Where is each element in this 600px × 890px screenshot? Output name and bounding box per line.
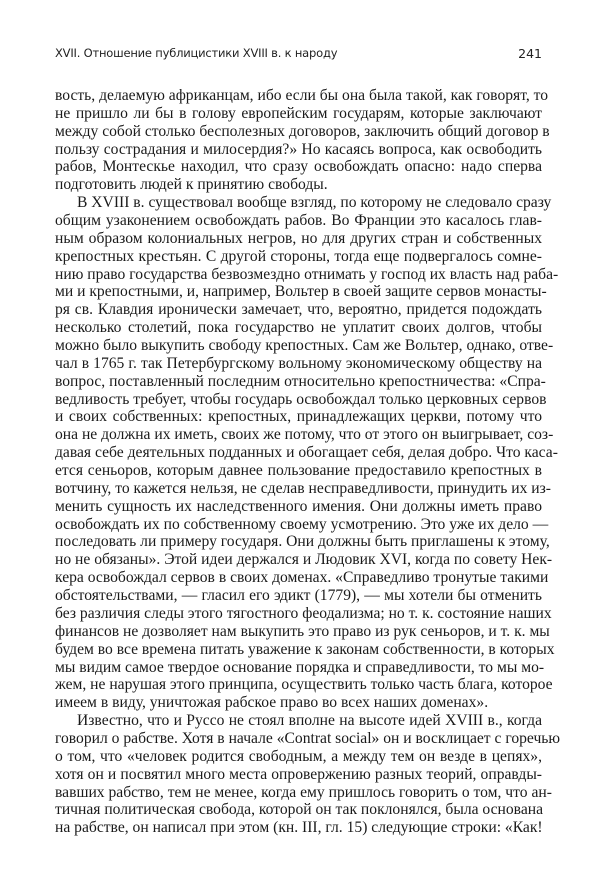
text-line: хотя он и посвятил много места опровержению разных теорий, оправды- (55, 765, 542, 783)
text-line: не пришло ли бы в голову европейским государям, которые заключают (55, 104, 542, 122)
text-line: пользу сострадания и милосердия?» Но касаясь вопроса, как освободить (55, 140, 542, 158)
text-line: общим узаконением освобождать рабов. Во Франции это касалось глав- (55, 212, 542, 230)
text-line: ным образом колониальных негров, но для других стран и собственных (55, 229, 542, 247)
text-line: финансов не дозволяет нам выкупить это право из рук сеньоров, и т. к. мы (55, 622, 550, 640)
text-line: но не обязаны». Этой идеи держался и Людовик XVI, когда по совету Нек- (55, 551, 553, 569)
text-line: чал в 1765 г. так Петербургскому вольному экономическому обществу на (55, 354, 542, 372)
text-line: тичная политическая свобода, которой он так поклонялся, была основана (55, 801, 544, 819)
text-line: она не должна их иметь, своих же потому, что от этого он выигрывает, соз- (55, 426, 554, 444)
text-line: рабов, Монтескье находил, что сразу освобождать опасно: надо сперва (55, 158, 542, 176)
text-line: о том, что «человек родится свободным, а между тем он везде в цепях», (55, 747, 542, 765)
paragraph (55, 87, 550, 194)
text-line: ря св. Клавдия иронически замечает, что, вероятно, придется подождать (55, 301, 542, 319)
text-line: говорил о рабстве. Хотя в начале «Contrat social» он и восклицает с горечью (55, 729, 561, 747)
paragraph (55, 194, 559, 712)
text-line: обстоятельствами, — гласил его эдикт (1779), — мы хотели бы отменить (55, 587, 542, 605)
paragraph (55, 712, 561, 837)
text-line: ется сеньоров, которым давнее пользование предоставило крепостных в (55, 462, 542, 480)
text-line: последовать ли примеру государя. Они должны быть приглашены к этому, (55, 533, 550, 551)
text-line: имеем в виду, уничтожая рабское право во всех наших доменах». (55, 694, 489, 712)
page-number: 241 (518, 46, 542, 61)
text-line: вавших рабство, тем не менее, когда ему пришлось говорить о том, что ан- (55, 783, 552, 801)
text-line: ведливость требует, чтобы государь освобождал только церковных сервов (55, 390, 547, 408)
text-line: жем, не нарушая этого принципа, осуществить только часть блага, которое (55, 676, 553, 694)
text-line: В XVIII в. существовал вообще взгляд, по которому не следовало сразу (77, 194, 552, 212)
text-line: ми и крепостными, и, например, Вольтер в своей защите сервов монасты- (55, 283, 547, 301)
text-line: мы видим самое твердое основание порядка и справедливости, то мы мо- (55, 658, 545, 676)
text-line: будем во все времена питать уважение к законам собственности, в которых (55, 640, 555, 658)
text-line: на рабстве, он написал при этом (кн. III, гл. 15) следующие строки: «Как! (55, 819, 543, 837)
text-line: давая себе деятельных подданных и обогащает себя, делая добро. Что каса- (55, 444, 558, 462)
text-line: освобождать их по собственному своему усмотрению. Это уже их дело — (55, 515, 549, 533)
text-line: подготовить людей к принятию свободы. (55, 176, 328, 194)
text-line: менить сущность их наследственного имения. Они должны иметь право (55, 497, 542, 515)
text-line: кера освобождал сервов в своих доменах. «Справедливо тронутые такими (55, 569, 549, 587)
text-line: без различия следы этого тягостного феодализма; но т. к. состояние наших (55, 604, 552, 622)
text-line: крепостных крестьян. С другой стороны, тогда еще подвергалось сомне- (55, 247, 542, 265)
text-line: можно было выкупить свободу крепостных. Сам же Вольтер, однако, отве- (55, 337, 554, 355)
text-line: нию право государства безвозмездно отнимать у господ их власть над раба- (55, 265, 559, 283)
text-line: между собой столько бесполезных договоров, заключить общий договор в (55, 122, 550, 140)
text-line: вость, делаемую африканцам, ибо если бы она была такой, как говорят, то (55, 87, 549, 104)
running-header (55, 46, 542, 64)
page-body (55, 87, 561, 837)
running-title: XVII. Отношение публицистики XVIII в. к народу (55, 46, 338, 60)
text-line: вотчину, то кажется нельзя, не сделав несправедливости, принудить их из- (55, 479, 551, 497)
text-line: Известно, что и Руссо не стоял вполне на высоте идей XVIII в., когда (77, 712, 542, 730)
text-line: несколько столетий, пока государство не уплатит своих долгов, чтобы (55, 319, 542, 337)
text-line: вопрос, поставленный последним относительно крепостничества: «Спра- (55, 372, 546, 390)
text-line: и своих собственных: крепостных, принадлежащих церкви, потому что (55, 408, 542, 426)
